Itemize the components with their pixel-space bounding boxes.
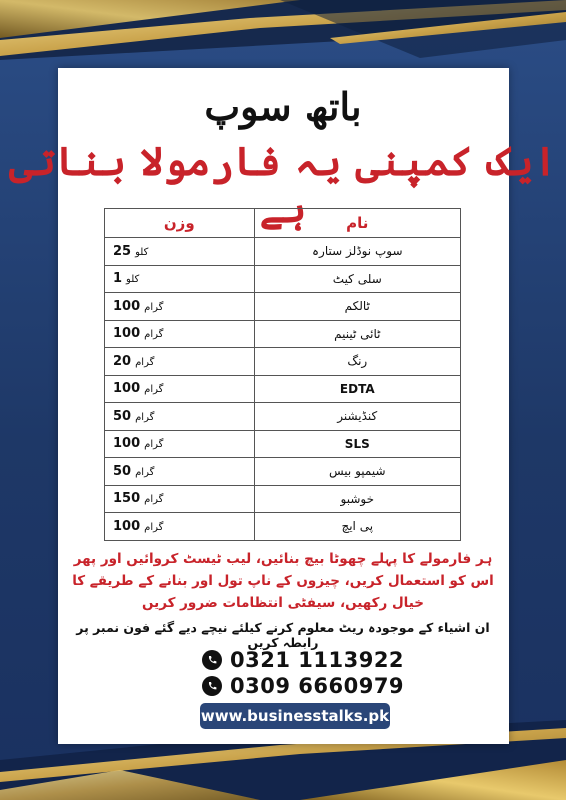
table-row (105, 293, 461, 321)
table-row (105, 403, 461, 431)
ingredient-name: SLS (254, 430, 460, 458)
safety-note: ہر فارمولے کا پہلے چھوٹا بیچ بنائیں، لیب ٹیسٹ کروائیں اور پھر اس کو استعمال کریں، چیزوں کے ناپ تول اور بنانے کے طریقے کا خیال رکھیں، سیفٹی انتظامات ضرور کریں (72, 551, 494, 611)
phone-number[interactable]: 0309 6660979 (230, 674, 405, 698)
table-header-row (105, 209, 461, 238)
ingredient-quantity: 100 گرام (105, 430, 255, 458)
ingredient-name: EDTA (254, 375, 460, 403)
ingredient-name: سلی کیٹ (254, 265, 460, 293)
ingredient-name: ٹالکم (254, 293, 460, 321)
ingredient-quantity: 100 گرام (105, 513, 255, 541)
table-row (105, 513, 461, 541)
header-name: نام (254, 209, 460, 238)
ingredient-quantity: 150 گرام (105, 485, 255, 513)
ingredient-name: کنڈیشنر (254, 403, 460, 431)
phone-line-1[interactable] (202, 648, 404, 672)
ingredient-quantity: 20 گرام (105, 348, 255, 376)
contact-note: ان اشیاء کے موجودہ ریٹ معلوم کرنے کیلئے نیچے دیے گئے فون نمبر پر رابطہ کریں (76, 620, 490, 650)
table-row (105, 238, 461, 266)
ingredient-quantity: 1 کلو (105, 265, 255, 293)
ingredient-quantity: 50 گرام (105, 458, 255, 486)
phone-line-2[interactable] (202, 674, 404, 698)
ingredient-quantity: 50 گرام (105, 403, 255, 431)
table-row (105, 485, 461, 513)
table-row (105, 320, 461, 348)
ingredient-name: ٹائی ٹینیم (254, 320, 460, 348)
phone-number[interactable]: 0321 1113922 (230, 648, 405, 672)
ingredient-name: پی ایچ (254, 513, 460, 541)
table-row (105, 375, 461, 403)
formula-table (104, 208, 461, 541)
ingredient-quantity: 100 گرام (105, 293, 255, 321)
whatsapp-icon (202, 650, 222, 670)
page-subtitle: ایک کمپنی یہ فارمولا بناتی ہے (9, 138, 557, 232)
whatsapp-icon (202, 676, 222, 696)
table-row (105, 265, 461, 293)
ingredient-name: خوشبو (254, 485, 460, 513)
table-row (105, 430, 461, 458)
page-title: باتھ سوپ (204, 84, 362, 129)
ingredient-name: سوپ نوڈلز ستارہ (254, 238, 460, 266)
header-weight: وزن (105, 209, 255, 238)
table-row (105, 348, 461, 376)
website-link[interactable]: www.businesstalks.pk (200, 703, 390, 729)
ingredient-quantity: 100 گرام (105, 375, 255, 403)
ingredient-name: شیمپو بیس (254, 458, 460, 486)
ingredient-quantity: 25 کلو (105, 238, 255, 266)
ingredient-name: رنگ (254, 348, 460, 376)
table-row (105, 458, 461, 486)
ingredient-quantity: 100 گرام (105, 320, 255, 348)
